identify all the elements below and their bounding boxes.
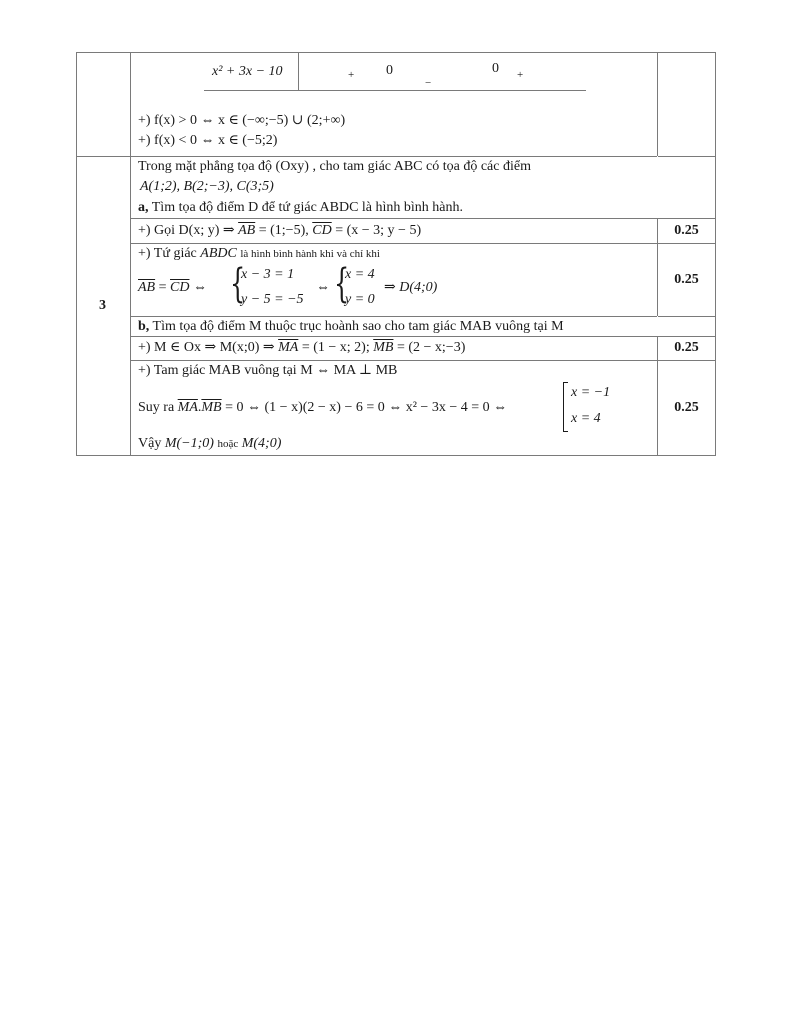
question-intro-line1: Trong mặt phẳng tọa độ (Oxy) , cho tam giác ABC có tọa độ các điểm xyxy=(138,159,531,174)
step-b1-pre: +) M ∈ Ox ⇒ M(x;0) ⇒ xyxy=(138,340,275,355)
solution-bracket xyxy=(563,382,568,432)
sign-plus-1: + xyxy=(348,69,355,81)
question-number: 3 xyxy=(99,298,106,313)
vector-ab-2: $\overline{AB}$ xyxy=(138,280,156,295)
vector-ma: $\overline{MA}$ xyxy=(278,340,299,355)
step-a2-tail: là hình bình hành khi và chỉ khi xyxy=(240,248,380,260)
sign-minus: − xyxy=(425,77,432,89)
sign-plus-2: + xyxy=(517,69,524,81)
step-a2-vectors xyxy=(138,279,207,297)
step-a1-pre: +) Gọi D(x; y) ⇒ xyxy=(138,223,235,238)
score-a1: 0.25 xyxy=(674,223,699,238)
solution-root-2: x = 4 xyxy=(571,411,601,426)
system-brace-2: { xyxy=(334,261,350,307)
vector-mb-2: $\overline{MB}$ xyxy=(201,400,222,415)
part-a-label: a, xyxy=(138,200,149,215)
vector-ab: $\overline{AB}$ xyxy=(238,223,256,238)
vector-cd-2: $\overline{CD}$ xyxy=(170,280,190,295)
step-b2-eq: = 0 ⇔ (1 − x)(2 − x) − 6 = 0 ⇔ x² − 3x − 4 = 0 ⇔ xyxy=(225,400,508,415)
part-a-text: Tìm tọa độ điểm D để tứ giác ABDC là hình bình hành. xyxy=(151,200,464,215)
score-b1: 0.25 xyxy=(674,340,699,355)
step-a1-post: = (x − 3; y − 5) xyxy=(335,223,422,238)
system-brace-1: { xyxy=(230,261,246,307)
vector-mb: $\overline{MB}$ xyxy=(373,340,394,355)
step-a2-name: ABDC xyxy=(200,246,237,261)
prev-result-negative: +) f(x) < 0 ⇔ x ∈ (−5;2) xyxy=(138,133,278,148)
conclusion-point-2: M(4;0) xyxy=(241,436,282,451)
step-b2-equation xyxy=(138,399,507,417)
question-intro-points: A(1;2), B(2;−3), C(3;5) xyxy=(140,179,274,194)
step-a2-head: +) Tứ giác xyxy=(138,246,197,261)
sign-zero-2: 0 xyxy=(492,61,499,76)
step-a2-iff2: ⇔ xyxy=(316,280,330,295)
step-b1 xyxy=(138,339,465,357)
step-b1-post: = (2 − x;−3) xyxy=(396,340,466,355)
step-a2-eq: = xyxy=(158,280,167,295)
part-b-text: Tìm tọa độ điểm M thuộc trục hoành sao cho tam giác MAB vuông tại M xyxy=(152,319,564,334)
score-b2: 0.25 xyxy=(674,400,699,415)
vector-ma-2: $\overline{MA}$ xyxy=(177,400,198,415)
vector-cd: $\overline{CD}$ xyxy=(312,223,332,238)
sign-table-expression: x² + 3x − 10 xyxy=(212,64,283,79)
prev-result-positive: +) f(x) > 0 ⇔ x ∈ (−∞;−5) ∪ (2;+∞) xyxy=(138,113,346,128)
conclusion-point-1: M(−1;0) xyxy=(164,436,214,451)
part-b-label: b, xyxy=(138,319,150,334)
system1-eq1: x − 3 = 1 xyxy=(241,267,295,282)
step-b1-mid: = (1 − x; 2); xyxy=(301,340,370,355)
system1-eq2: y − 5 = −5 xyxy=(241,292,304,307)
dot-product-sign: . xyxy=(197,400,202,415)
step-a1-mid: = (1;−5), xyxy=(258,223,309,238)
system2-eq1: x = 4 xyxy=(345,267,375,282)
step-a2-iff1: ⇔ xyxy=(192,280,207,295)
step-b2-line: +) Tam giác MAB vuông tại M ⇔ MA ⊥ MB xyxy=(138,363,398,378)
sign-zero-1: 0 xyxy=(386,63,393,78)
score-a2: 0.25 xyxy=(674,272,699,287)
step-a1 xyxy=(138,222,421,240)
conclusion xyxy=(138,435,281,453)
part-a-heading xyxy=(138,199,463,217)
solution-root-1: x = −1 xyxy=(571,385,611,400)
step-a2-result: ⇒ D(4;0) xyxy=(384,280,438,295)
conclusion-vay: Vậy xyxy=(138,436,162,451)
step-b2-suy: Suy ra xyxy=(138,400,175,415)
conclusion-or: hoặc xyxy=(217,438,239,450)
system2-eq2: y = 0 xyxy=(345,292,375,307)
part-b-heading xyxy=(138,318,564,336)
